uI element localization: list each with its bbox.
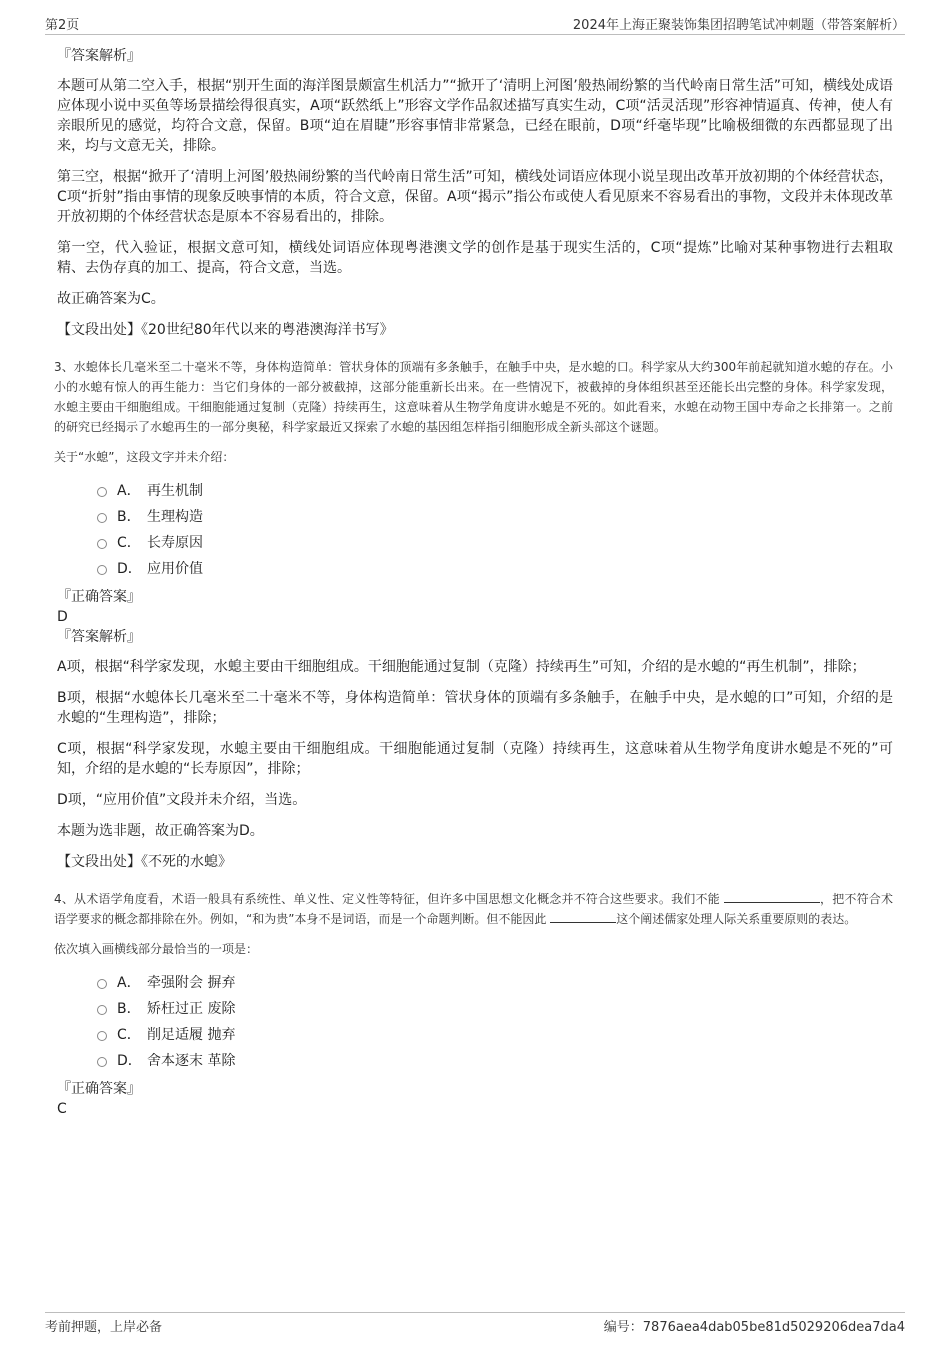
option-letter: B． bbox=[117, 1001, 141, 1017]
q2-analysis-paragraph: 本题可从第二空入手，根据“别开生面的海洋图景颇富生机活力”“掀开了‘清明上河图’般热闹纷繁的当代岭南日常生活”可知，横线处成语应体现小说中买鱼等场景描绘得很真实，A项“跃然纸上”形容文学作品叙述描写真实生动，C项“活灵活现”形容神情逼真、传神，使人有亲眼所见的感觉，均符合文意，保留。B项“迫在眉睫”形容事情非常紧急，已经在眼前，D项“纤毫毕现”比喻极细微的东西都显现了出来，均与文意无关，排除。 bbox=[57, 78, 893, 154]
option-text: 再生机制 bbox=[147, 483, 203, 499]
radio-icon[interactable] bbox=[97, 1057, 107, 1067]
option-text: 牵强附会 摒弃 bbox=[147, 975, 236, 991]
q3-option-c[interactable] bbox=[97, 529, 893, 555]
q4-options bbox=[97, 969, 893, 1073]
q3-options bbox=[97, 477, 893, 581]
q3-analysis-paragraph: D项，“应用价值”文段并未介绍，当选。 bbox=[57, 792, 307, 808]
q2-analysis-paragraph: 第三空，根据“掀开了‘清明上河图’般热闹纷繁的当代岭南日常生活”可知，横线处词语应体现小说呈现出改革开放初期的个体经营状态，C项“折射”指由事情的现象反映事情的本质，符合文意，保留。A项“揭示”指公布或使人看见原来不容易看出的事物，文段并未体现改革开放初期的个体经营状态是原本不容易看出的，排除。 bbox=[57, 169, 893, 225]
serial-label: 编号： bbox=[603, 1320, 643, 1335]
radio-icon[interactable] bbox=[97, 979, 107, 989]
q3-analysis-label: 『答案解析』 bbox=[57, 629, 141, 645]
q3-question-text: 3、水螅体长几毫米至二十毫米不等，身体构造简单：管状身体的顶端有多条触手，在触手中央，是水螅的口。科学家从大约300年前起就知道水螅的存在。小小的水螅有惊人的再生能力：当它们身体的一部分被截掉，这部分能重新长出来。在一些情况下，被截掉的身体组织甚至还能长出完整的身体。科学家发现，水螅主要由干细胞组成。干细胞能通过复制（克隆）持续再生，这意味着从生物学角度讲水螅是不死的。如此看来，水螅在动物王国中寿命之长排第一。之前的研究已经揭示了水螅再生的一部分奥秘，科学家最近又探索了水螅的基因组怎样指引细胞形成全新头部这个谜题。 bbox=[54, 360, 893, 434]
q4-prompt: 依次填入画横线部分最恰当的一项是： bbox=[54, 942, 259, 956]
option-text: 矫枉过正 废除 bbox=[147, 1001, 236, 1017]
option-text: 舍本逐末 革除 bbox=[147, 1053, 236, 1069]
q3-analysis-paragraph: B项，根据“水螅体长几毫米至二十毫米不等，身体构造简单：管状身体的顶端有多条触手，在触手中央，是水螅的口”可知，介绍的是水螅的“生理构造”，排除； bbox=[57, 690, 893, 726]
document-body bbox=[54, 46, 893, 1119]
q3-source: 【文段出处】《不死的水螅》 bbox=[57, 854, 232, 870]
q4-answer-label: 『正确答案』 bbox=[57, 1081, 141, 1097]
q4-option-c[interactable] bbox=[97, 1021, 893, 1047]
q2-analysis-label: 『答案解析』 bbox=[57, 48, 141, 64]
option-text: 长寿原因 bbox=[147, 535, 203, 551]
q3-option-d[interactable] bbox=[97, 555, 893, 581]
option-text: 应用价值 bbox=[147, 561, 203, 577]
fill-blank bbox=[724, 890, 820, 903]
q2-source: 【文段出处】《20世纪80年代以来的粤港澳海洋书写》 bbox=[57, 322, 394, 338]
q2-analysis-paragraph: 故正确答案为C。 bbox=[57, 291, 165, 307]
page-footer bbox=[45, 1312, 905, 1335]
radio-icon[interactable] bbox=[97, 487, 107, 497]
radio-icon[interactable] bbox=[97, 1005, 107, 1015]
document-title: 2024年上海正聚装饰集团招聘笔试冲刺题（带答案解析） bbox=[572, 18, 905, 33]
q3-option-a[interactable] bbox=[97, 477, 893, 503]
q3-answer: D bbox=[57, 609, 68, 625]
radio-icon[interactable] bbox=[97, 539, 107, 549]
option-letter: C． bbox=[117, 1027, 141, 1043]
q4-option-a[interactable] bbox=[97, 969, 893, 995]
fill-blank bbox=[550, 910, 616, 923]
page-number: 第2页 bbox=[45, 18, 80, 33]
q2-analysis-paragraph: 第一空，代入验证，根据文意可知，横线处词语应体现粤港澳文学的创作是基于现实生活的，C项“提炼”比喻对某种事物进行去粗取精、去伪存真的加工、提高，符合文意，当选。 bbox=[57, 240, 893, 276]
option-letter: A． bbox=[117, 483, 141, 499]
option-letter: A． bbox=[117, 975, 141, 991]
radio-icon[interactable] bbox=[97, 1031, 107, 1041]
radio-icon[interactable] bbox=[97, 513, 107, 523]
q3-analysis-paragraph: A项，根据“科学家发现，水螅主要由干细胞组成。干细胞能通过复制（克隆）持续再生”可知，介绍的是水螅的“再生机制”，排除； bbox=[57, 659, 866, 675]
q4-question-part: 这个阐述儒家处理人际关系重要原则的表达。 bbox=[616, 912, 857, 926]
q4-question-part: 4、从术语学角度看，术语一般具有系统性、单义性、定义性等特征，但许多中国思想文化概念并不符合这些要求。我们不能 bbox=[54, 892, 720, 906]
q3-analysis-paragraph: 本题为选非题，故正确答案为D。 bbox=[57, 823, 264, 839]
q3-answer-label: 『正确答案』 bbox=[57, 589, 141, 605]
q3-analysis-paragraph: C项，根据“科学家发现，水螅主要由干细胞组成。干细胞能通过复制（克隆）持续再生，这意味着从生物学角度讲水螅是不死的”可知，介绍的是水螅的“长寿原因”，排除； bbox=[57, 741, 893, 777]
option-letter: D． bbox=[117, 561, 142, 577]
page-header bbox=[45, 14, 905, 35]
radio-icon[interactable] bbox=[97, 565, 107, 575]
option-letter: C． bbox=[117, 535, 141, 551]
option-text: 削足适履 抛弃 bbox=[147, 1027, 236, 1043]
q4-option-d[interactable] bbox=[97, 1047, 893, 1073]
q4-question-part: ，把不符合术语学要求的概念都排除在外。例如，“和为贵”本身不是词语，而是一个命题判断。但不能因此 bbox=[54, 892, 893, 926]
q3-prompt: 关于“水螅”，这段文字并未介绍： bbox=[54, 450, 235, 464]
q4-option-b[interactable] bbox=[97, 995, 893, 1021]
q3-option-b[interactable] bbox=[97, 503, 893, 529]
q4-answer: C bbox=[57, 1101, 67, 1117]
footer-serial bbox=[604, 1316, 905, 1335]
footer-slogan: 考前押题，上岸必备 bbox=[45, 1320, 163, 1335]
option-letter: D． bbox=[117, 1053, 142, 1069]
q4-question-text bbox=[54, 889, 893, 929]
option-text: 生理构造 bbox=[147, 509, 203, 525]
serial-value: 7876aea4dab05be81d5029206dea7da4 bbox=[642, 1320, 905, 1335]
option-letter: B． bbox=[117, 509, 141, 525]
